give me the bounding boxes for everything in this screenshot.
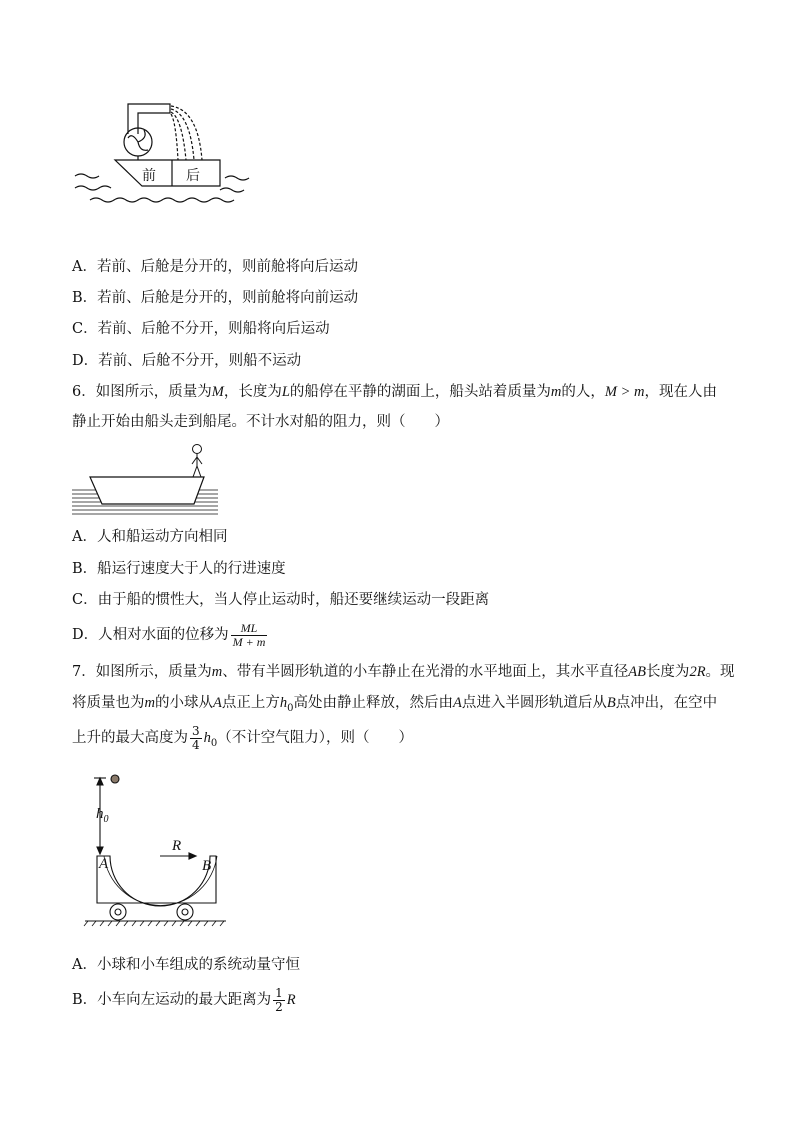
back-label: 后 xyxy=(186,168,200,184)
q6-option-c: C．由于船的惯性大，当人停止运动时，船还要继续运动一段距离 xyxy=(72,592,490,608)
q7-option-a: A．小球和小车组成的系统动量守恒 xyxy=(72,957,300,973)
figure-cart-track xyxy=(80,770,240,930)
q6-option-b: B．船运行速度大于人的行进速度 xyxy=(72,561,286,577)
q5-option-d: D．若前、后舱不分开，则船不运动 xyxy=(72,353,302,369)
q7-fraction-3-4: $\frac{3}{4}$ xyxy=(192,723,200,752)
fig3-h0-label: $h_0$ xyxy=(96,806,109,825)
q7-stem-line2: 将质量也为m的小球从A点正上方$h_0$高处由静止释放，然后由A点进入半圆形轨道后从B点冲出，在空中 xyxy=(72,695,718,714)
q5-option-b: B．若前、后舱是分开的，则前舱将向前运动 xyxy=(72,290,359,306)
figure-boat-person xyxy=(70,440,220,518)
q5-option-a: A．若前、后舱是分开的，则前舱将向后运动 xyxy=(72,259,358,275)
fig3-a-label: A xyxy=(99,856,109,872)
front-label: 前 xyxy=(142,168,156,184)
q6-option-d: D．人相对水面的位移为 $\frac{ML}{M + m}$ xyxy=(72,620,266,649)
q7-option-b: B．小车向左运动的最大距离为 $\frac{1}{2}$ R xyxy=(72,985,296,1014)
q5-option-c: C．若前、后舱不分开，则船将向后运动 xyxy=(72,321,330,337)
q6-stem-line2: 静止开始由船头走到船尾。不计水对船的阻力，则（ ） xyxy=(72,414,449,430)
q7-stem-line1: 7．如图所示，质量为m、带有半圆形轨道的小车静止在光滑的水平地面上，其水平直径AB长度为2R。现 xyxy=(72,664,735,680)
q6-option-a: A．人和船运动方向相同 xyxy=(72,529,228,545)
q6-stem-line1: 6．如图所示，质量为M，长度为L的船停在平静的湖面上，船头站着质量为m的人，M > m，现在人由 xyxy=(72,384,717,400)
fig3-b-label: B xyxy=(202,858,212,874)
figure-pump-boat xyxy=(70,98,260,213)
q7-option-b-fraction: $\frac{1}{2}$ xyxy=(275,985,283,1014)
q7-stem-line3: 上升的最大高度为 $\frac{3}{4}$ $h_0$（不计空气阻力），则（ ） xyxy=(72,723,414,752)
q6-option-d-fraction: $\frac{ML}{M + m}$ xyxy=(232,620,266,649)
fig3-r-label: R xyxy=(172,838,182,854)
